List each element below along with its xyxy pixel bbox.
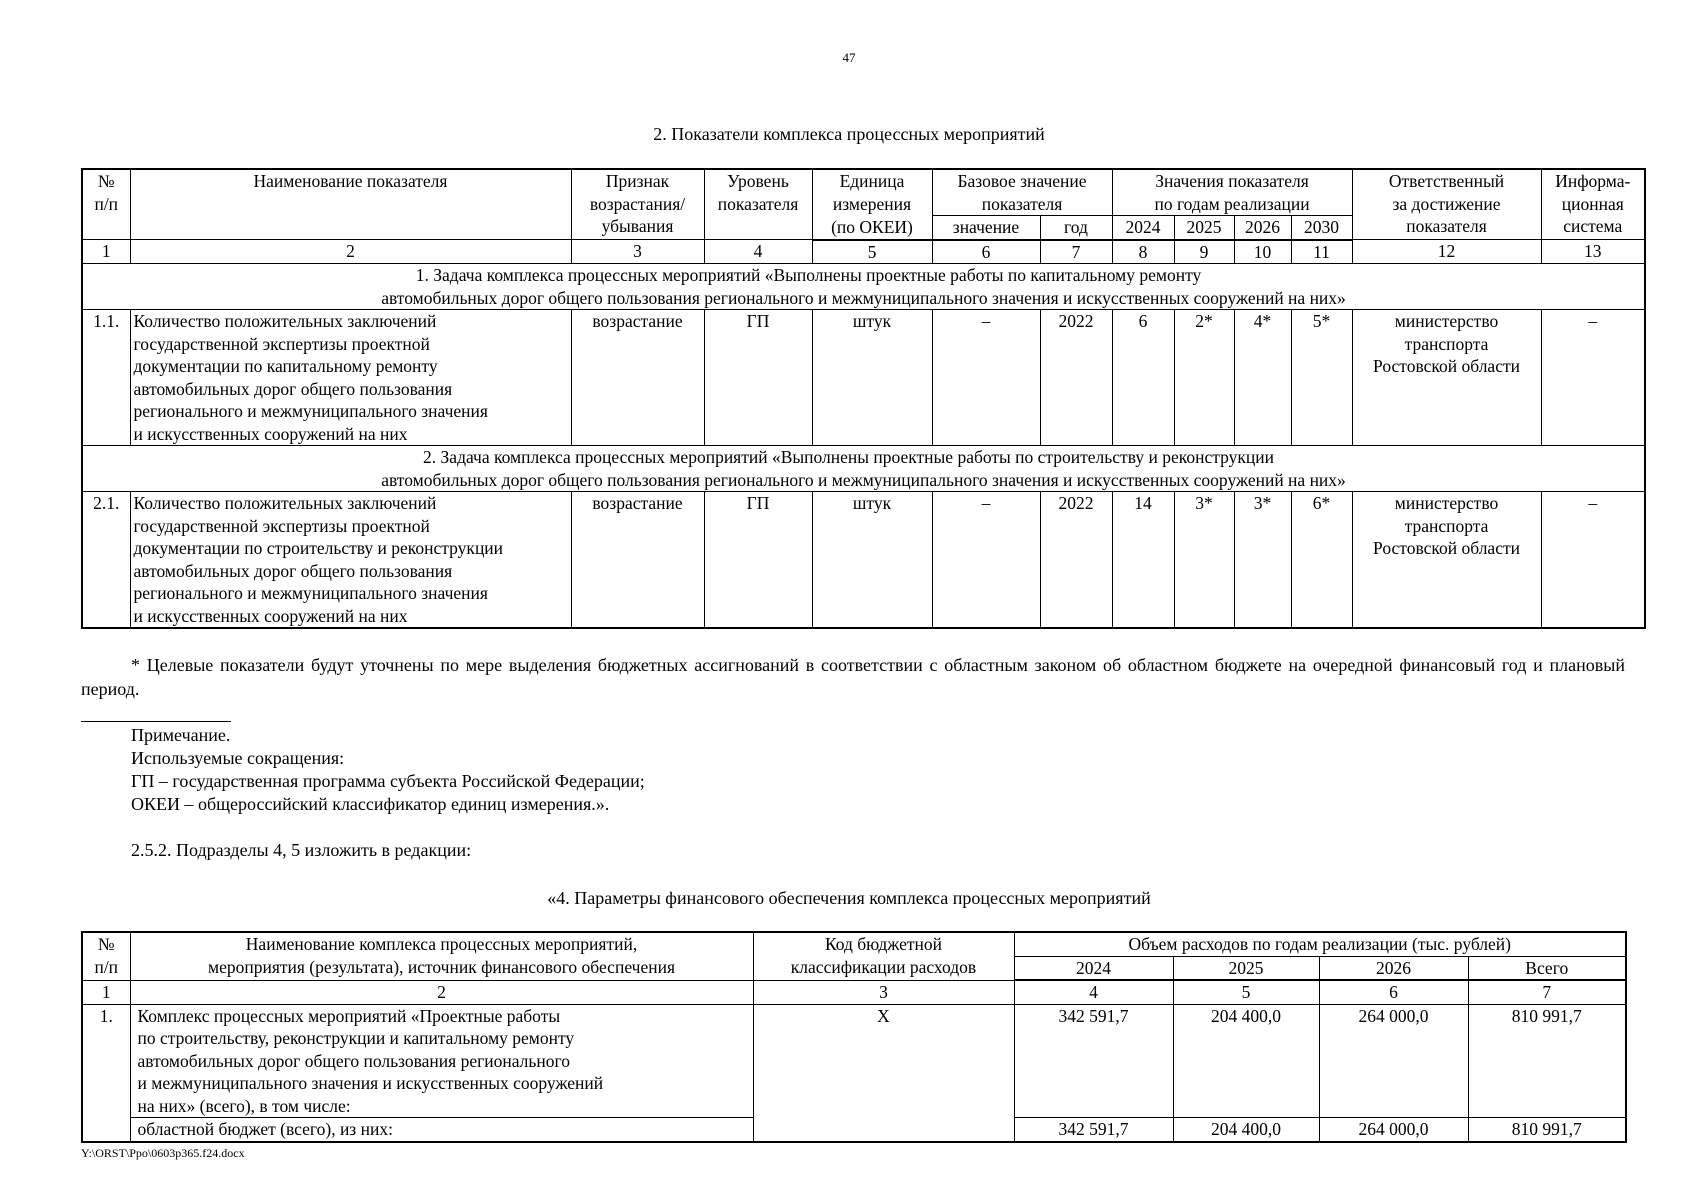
col-number: 13 (1541, 240, 1645, 264)
col-number: 2 (130, 980, 753, 1004)
header-num: № п/п (82, 932, 130, 980)
note-abbr-okei: ОКЕИ – общероссийский классификатор единиц измерения.». (131, 794, 610, 814)
header-base: Базовое значение показателя (932, 169, 1112, 216)
value-2024: 6 (1112, 310, 1174, 446)
note-title: Примечание. (131, 725, 231, 745)
value-total: 810 991,7 (1468, 1118, 1626, 1142)
value-2030: 5* (1291, 310, 1352, 446)
indicator-unit: штук (812, 310, 932, 446)
complex-name: Комплекс процессных мероприятий «Проектные работы по строительству, реконструкции и капитальному ремонту автомобильных дорог общего пользования регионального и межмуниципального значения и искусственных сооружений на них» (всего), в том числе: (130, 1004, 753, 1118)
col-number: 7 (1040, 240, 1112, 264)
header-years: Значения показателя по годам реализации (1112, 169, 1352, 216)
header-year-2024: 2024 (1112, 216, 1174, 240)
task-1-row (82, 264, 1645, 310)
row-number: 1. (82, 1004, 130, 1142)
value-2024: 342 591,7 (1014, 1118, 1173, 1142)
col-number: 7 (1468, 980, 1626, 1004)
value-2024: 14 (1112, 492, 1174, 629)
info-system: – (1541, 310, 1645, 446)
note-separator (81, 721, 231, 722)
col-number: 4 (1014, 980, 1173, 1004)
col-number: 9 (1174, 240, 1234, 264)
value-total: 810 991,7 (1468, 1004, 1626, 1118)
col-number: 2 (130, 240, 571, 264)
col-number: 5 (1173, 980, 1319, 1004)
base-year: 2022 (1040, 492, 1112, 629)
table-row (82, 1004, 1626, 1118)
value-2026: 264 000,0 (1319, 1118, 1468, 1142)
base-value: – (932, 310, 1040, 446)
row-number: 1.1. (82, 310, 130, 446)
table-row (82, 492, 1645, 629)
indicator-unit: штук (812, 492, 932, 629)
header-volume: Объем расходов по годам реализации (тыс. рублей) (1014, 932, 1626, 956)
header-level: Уровень показателя (704, 169, 812, 240)
task-2-row (82, 446, 1645, 492)
footnote: * Целевые показатели будут уточнены по мере выделения бюджетных ассигнований в соответствии с областным законом об областном бюджете на очередной финансовый год и плановый период. (81, 655, 1625, 699)
header-kbk: Код бюджетной классификации расходов (753, 932, 1014, 980)
header-sign: Признак возрастания/ убывания (571, 169, 704, 240)
value-2026: 264 000,0 (1319, 1004, 1468, 1118)
header-name: Наименование комплекса процессных мероприятий, мероприятия (результата), источник финансового обеспечения (130, 932, 753, 980)
header-num: № п/п (82, 169, 130, 240)
header-unit-okei: (по ОКЕИ) (812, 216, 932, 240)
col-number: 1 (82, 980, 130, 1004)
note-abbr-gp: ГП – государственная программа субъекта Российской Федерации; (131, 771, 645, 791)
col-number: 1 (82, 240, 130, 264)
value-2026: 3* (1234, 492, 1291, 629)
value-2025: 2* (1174, 310, 1234, 446)
indicator-level: ГП (704, 492, 812, 629)
header-year-2024: 2024 (1014, 956, 1173, 980)
base-year: 2022 (1040, 310, 1112, 446)
base-value: – (932, 492, 1040, 629)
note-abbr-heading: Используемые сокращения: (131, 748, 345, 768)
value-2025: 204 400,0 (1173, 1004, 1319, 1118)
col-number: 10 (1234, 240, 1291, 264)
value-2025: 204 400,0 (1173, 1118, 1319, 1142)
responsible: министерство транспорта Ростовской области (1352, 310, 1541, 446)
header-year-2026: 2026 (1319, 956, 1468, 980)
value-2026: 4* (1234, 310, 1291, 446)
task-2-title: 2. Задача комплекса процессных мероприятий «Выполнены проектные работы по строительству и реконструкции автомобильных дорог общего пользования регионального и межмуниципального значения и искусственных сооружений на них» (82, 446, 1645, 492)
indicators-table (81, 168, 1646, 629)
col-number: 6 (1319, 980, 1468, 1004)
subsection-instruction: 2.5.2. Подразделы 4, 5 изложить в редакции: (131, 840, 472, 860)
financing-table (81, 931, 1627, 1143)
indicator-sign: возрастание (571, 492, 704, 629)
indicator-name: Количество положительных заключений государственной экспертизы проектной документации по капитальному ремонту автомобильных дорог общего пользования регионального и межмуниципального значения и искусственных сооружений на них (130, 310, 571, 446)
header-year-2030: 2030 (1291, 216, 1352, 240)
column-numbers-row (82, 240, 1645, 264)
page-number: 47 (842, 50, 856, 65)
header-base-value: значение (932, 216, 1040, 240)
header-indicator-name: Наименование показателя (130, 169, 571, 240)
col-number: 5 (812, 240, 932, 264)
header-base-year: год (1040, 216, 1112, 240)
task-1-title: 1. Задача комплекса процессных мероприятий «Выполнены проектные работы по капитальному ремонту автомобильных дорог общего пользования регионального и межмуниципального значения и искусственных сооружений на них» (82, 264, 1645, 310)
responsible: министерство транспорта Ростовской области (1352, 492, 1541, 629)
file-path: Y:\ORST\Ppo\0603p365.f24.docx (81, 1146, 245, 1160)
header-info-system: Информа- ционная система (1541, 169, 1645, 240)
header-year-2025: 2025 (1173, 956, 1319, 980)
col-number: 4 (704, 240, 812, 264)
header-total: Всего (1468, 956, 1626, 980)
kbk-code: Х (753, 1004, 1014, 1142)
col-number: 6 (932, 240, 1040, 264)
indicator-name: Количество положительных заключений государственной экспертизы проектной документации по строительству и реконструкции автомобильных дорог общего пользования регионального и межмуниципального значения и искусственных сооружений на них (130, 492, 571, 629)
row-number: 2.1. (82, 492, 130, 629)
col-number: 8 (1112, 240, 1174, 264)
col-number: 3 (571, 240, 704, 264)
column-numbers-row (82, 980, 1626, 1004)
header-year-2025: 2025 (1174, 216, 1234, 240)
section-2-title: 2. Показатели комплекса процессных мероприятий (653, 124, 1045, 144)
header-responsible: Ответственный за достижение показателя (1352, 169, 1541, 240)
indicator-sign: возрастание (571, 310, 704, 446)
col-number: 11 (1291, 240, 1352, 264)
source-name: областной бюджет (всего), из них: (130, 1118, 753, 1142)
header-year-2026: 2026 (1234, 216, 1291, 240)
value-2024: 342 591,7 (1014, 1004, 1173, 1118)
table-row (82, 310, 1645, 446)
col-number: 3 (753, 980, 1014, 1004)
col-number: 12 (1352, 240, 1541, 264)
indicator-level: ГП (704, 310, 812, 446)
note-block (131, 723, 645, 815)
header-unit: Единица измерения (812, 169, 932, 216)
section-4-title: «4. Параметры финансового обеспечения комплекса процессных мероприятий (547, 888, 1151, 908)
value-2025: 3* (1174, 492, 1234, 629)
value-2030: 6* (1291, 492, 1352, 629)
info-system: – (1541, 492, 1645, 629)
